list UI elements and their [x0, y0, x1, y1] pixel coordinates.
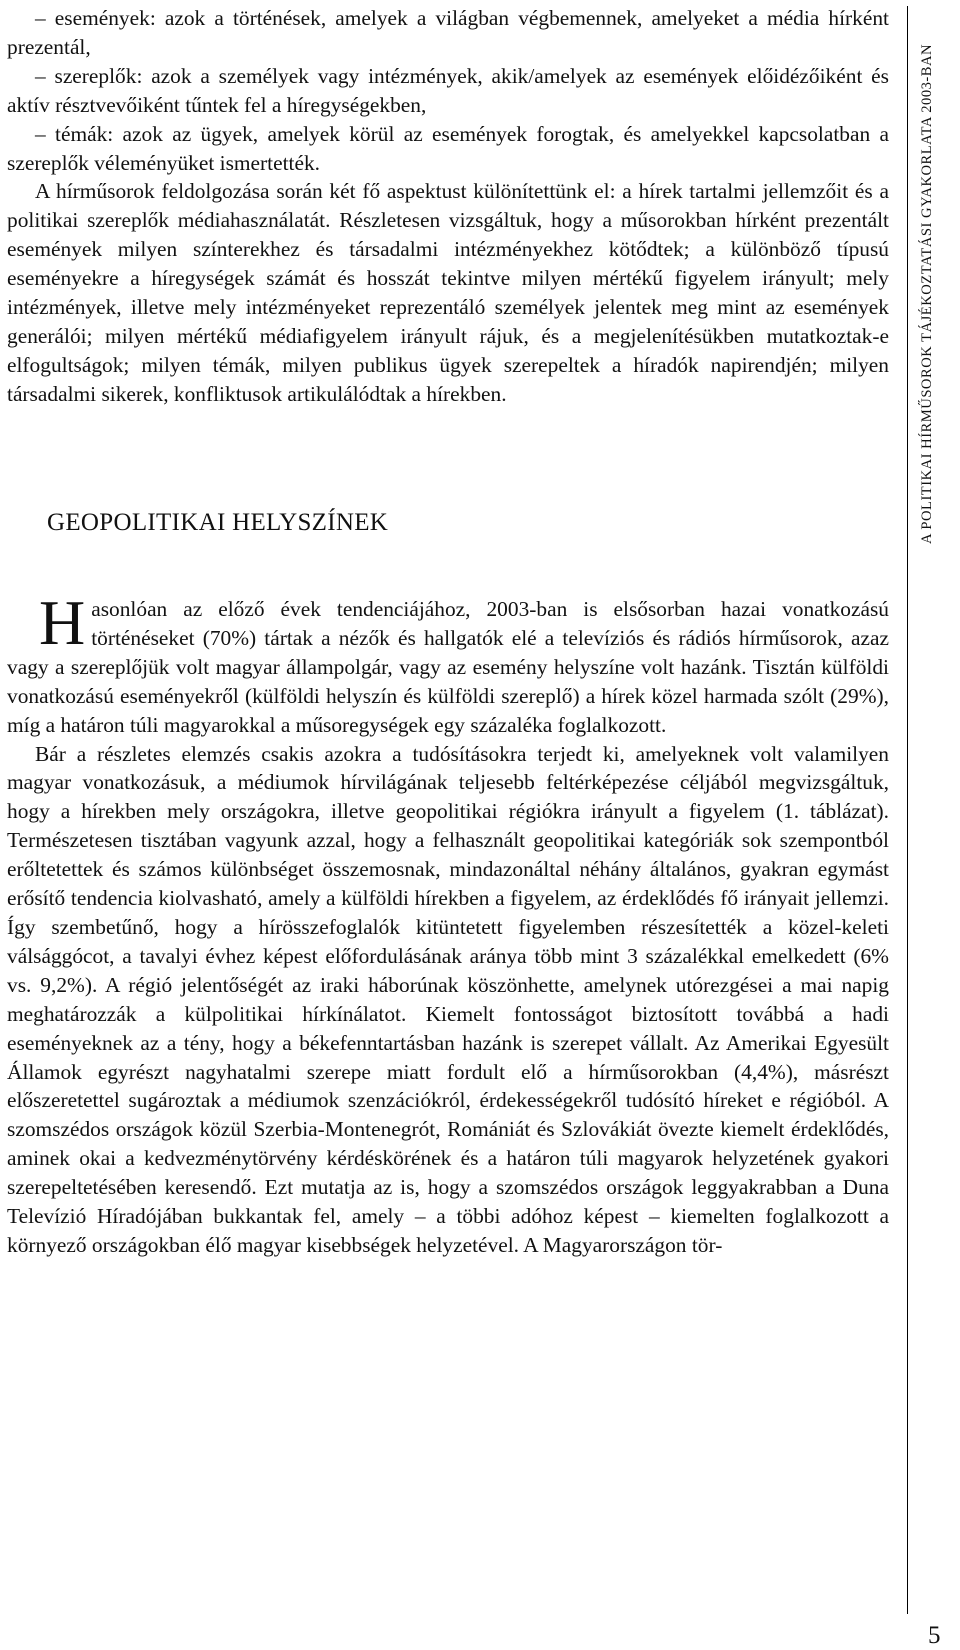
section-heading: GEOPOLITIKAI HELYSZÍNEK — [47, 509, 389, 536]
drop-cap: H — [39, 587, 86, 658]
vertical-divider — [907, 6, 908, 1614]
section-paragraph-1-text: asonlóan az előző évek tendenciájához, 2003-ban is elsősorban hazai vonatkozású történéseket (70%) tártak a nézők és hallgatók elé a televíziós és rádiós hírműsorok, azaz vagy a szereplőjük volt magyar állampolgár, vagy az esemény helyszíne volt hazánk. Tisztán külföldi vonatkozású eseményekről (külföldi helyszín és külföldi szereplő) a hírek közel harmada szólt (29%), míg a határon túli magyarokkal a műsoregységek egy százaléka foglalkozott. — [7, 597, 889, 737]
list-item-actors: – szereplők: azok a személyek vagy intézmények, akik/amelyek az események előidézőiként és aktív résztvevőiként tűntek fel a híregységekben, — [7, 63, 889, 117]
method-paragraph: A hírműsorok feldolgozása során két fő aspektust különítettünk el: a hírek tartalmi jellemzőit és a politikai szereplők médiahasználatát. Részletesen vizsgáltuk, hogy a műsorokban hírként prezentált események milyen színterekhez és társadalmi intézményekhez kötődtek; a különböző típusú eseményekre a híregységek számát és hosszát tekintve milyen mértékű figyelem irányult; mely intézmények, illetve mely intézményeket reprezentáló személyek jelentek meg mint az események generálói; milyen mértékű médiafigyelem irányult rájuk, és a megjelenítésükben mutatkoztak-e elfogultságok; milyen témák, milyen publikus ügyek szerepeltek a híradók napirendjén; milyen társadalmi sikerek, konfliktusok artikulálódtak a hírekben. — [7, 179, 889, 406]
section-paragraph-1 — [7, 587, 889, 740]
list-item-topics: – témák: azok az ügyek, amelyek körül az események forogtak, és amelyekkel kapcsolatban a szereplők véleményüket ismertették. — [7, 121, 889, 175]
page-number: 5 — [928, 1622, 941, 1649]
section-body — [7, 587, 889, 1260]
section-paragraph-2: Bár a részletes elemzés csakis azokra a tudósításokra terjedt ki, amelyeknek volt valamilyen magyar vonatkozásuk, a médiumok hírvilágának teljesebb feltérképezése céljából megvizsgáltuk, hogy a hírekben mely országokra, illetve geopolitikai régiókra irányult a figyelem (1. táblázat). Természetesen tisztában vagyunk azzal, hogy a felhasznált geopolitikai kategóriák sok szempontból erőltetettek és számos különbséget összemosnak, mindazonáltal néhány általános, gyakran egymást erősítő tendencia kiolvasható, amely a külföldi hírekben a figyelem, az érdeklődés fő irányait jellemzi. Így szembetűnő, hogy a hírösszefoglalók kitüntetett figyelemben részesítették a közel-keleti válsággócot, a tavalyi évhez képest előfordulásának aránya több mint 3 százalékkal emelkedett (6% vs. 9,2%). A régió jelentőségét az iraki háborúnak köszönhette, amelynek utórezgései a mai napig meghatározzák a külpolitikai hírkínálatot. Kiemelt fontosságot biztosított továbbá a hadi eseményeknek az a tény, hogy a békefenntartásban hazánk is szerepet vállalt. Az Amerikai Egyesült Államok egyrészt nagyhatalmi szerepe miatt fordult elő a hírműsorokban (4,4%), másrészt előszeretettel sugároztak a médiumok szenzációkról, érdekességekről tudósító híreket e régióból. A szomszédos országok közül Szerbia-Montenegrót, Romániát és Szlovákiát övezte kiemelt érdeklődés, aminek okai a kedvezménytörvény kérdéskörének és a határon túli magyarok helyzetének gyakori szerepeltetésében keresendő. Ezt mutatja az is, hogy a szomszédos országok leggyakrabban a Duna Televízió Híradójában bukkantak fel, amely – a többi adóhoz képest – kiemelten foglalkozott a környező országokban élő magyar kisebbségek helyzetével. A Magyarországon tör- — [7, 741, 889, 1257]
intro-text-block — [7, 4, 889, 409]
list-item-events: – események: azok a történések, amelyek a világban végbemennek, amelyeket a média hírként prezentál, — [7, 6, 889, 59]
running-header-vertical: A POLITIKAI HÍRMŰSOROK TÁJÉKOZTATÁSI GYAKORLATA 2003-BAN — [919, 43, 935, 544]
